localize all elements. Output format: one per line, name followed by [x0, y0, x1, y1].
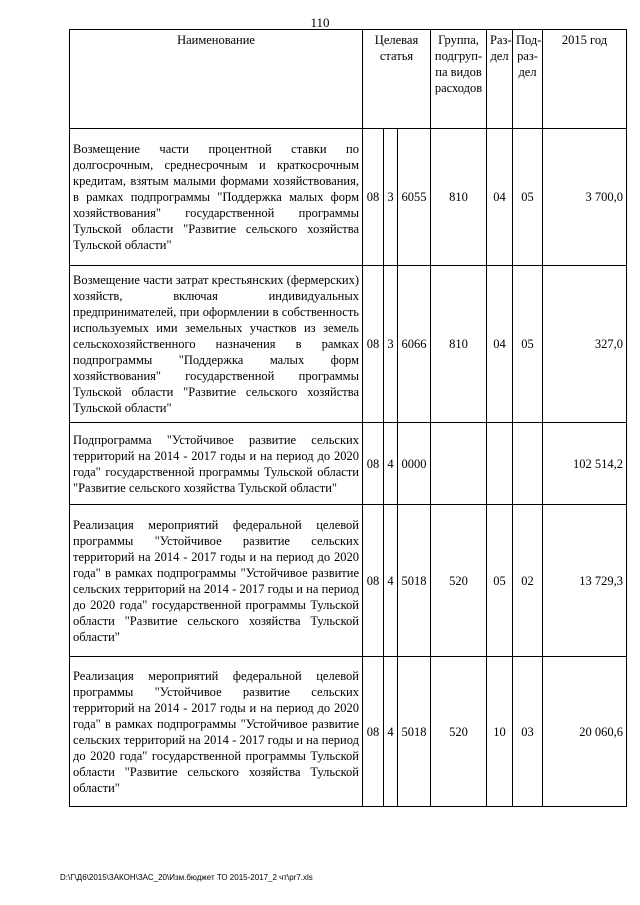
row-section: 10	[487, 657, 513, 807]
header-section-line: дел	[490, 49, 509, 63]
row-group	[431, 423, 487, 505]
row-code1: 08	[363, 657, 384, 807]
row-code1: 08	[363, 423, 384, 505]
row-code1: 08	[363, 505, 384, 657]
header-group-line: па видов	[435, 65, 482, 79]
row-amount: 13 729,3	[543, 505, 627, 657]
header-target-article	[363, 30, 431, 129]
header-group-line: подгруп-	[434, 49, 483, 63]
budget-table	[69, 29, 627, 807]
row-subsection: 03	[513, 657, 543, 807]
header-subsection-line: дел	[518, 65, 537, 79]
header-group	[431, 30, 487, 129]
row-name: Подпрограмма "Устойчивое развитие сельских территорий на 2014 - 2017 годы и на период до 2020 года" государственной программы Тульской области "Развитие сельского хозяйства Тульской области"	[70, 423, 363, 505]
table-row	[70, 129, 627, 266]
row-subsection: 02	[513, 505, 543, 657]
row-name: Возмещение части затрат крестьянских (фермерских) хозяйств, включая индивидуальных предпринимателей, при оформлении в собственность используемых ими земельных участков из земель сельскохозяйственного назначения в рамках подпрограммы "Поддержка малых форм хозяйствования" государственной программы Тульской области "Развитие сельского хозяйства Тульской области"	[70, 266, 363, 423]
row-subsection: 05	[513, 129, 543, 266]
header-section-line: Раз-	[490, 33, 512, 47]
row-code3: 5018	[398, 657, 431, 807]
row-code2: 3	[384, 266, 398, 423]
header-target-article-line2: статья	[379, 49, 414, 63]
row-name: Возмещение части процентной ставки по долгосрочным, среднесрочным и краткосрочным кредитам, взятым малыми формами хозяйствования, в рамках подпрограммы "Поддержка малых форм хозяйствования" государственной программы Тульской области "Развитие сельского хозяйства Тульской области"	[70, 129, 363, 266]
table-row	[70, 657, 627, 807]
header-target-article-line1: Целевая	[374, 33, 419, 47]
row-group: 520	[431, 505, 487, 657]
header-section	[487, 30, 513, 129]
row-code3: 5018	[398, 505, 431, 657]
row-group: 810	[431, 266, 487, 423]
header-row	[70, 30, 627, 129]
row-code2: 4	[384, 657, 398, 807]
row-section: 04	[487, 129, 513, 266]
header-group-line: Группа,	[438, 33, 479, 47]
table-row	[70, 266, 627, 423]
row-group: 810	[431, 129, 487, 266]
row-amount: 20 060,6	[543, 657, 627, 807]
row-code3: 6055	[398, 129, 431, 266]
header-subsection-line: Под-	[516, 33, 542, 47]
header-subsection	[513, 30, 543, 129]
file-path-footer: D:\Г\Д6\2015\ЗАКОН\ЗАС_20\Изм.бюджет ТО 2015-2017_2 чт\pr7.xls	[60, 873, 313, 882]
row-group: 520	[431, 657, 487, 807]
row-section	[487, 423, 513, 505]
table-row	[70, 505, 627, 657]
row-subsection: 05	[513, 266, 543, 423]
header-name: Наименование	[70, 30, 363, 129]
row-subsection	[513, 423, 543, 505]
header-year: 2015 год	[543, 30, 627, 129]
row-code1: 08	[363, 266, 384, 423]
row-code2: 3	[384, 129, 398, 266]
page-number: 110	[310, 15, 330, 30]
row-code2: 4	[384, 505, 398, 657]
header-subsection-line: раз-	[517, 49, 538, 63]
row-code3: 6066	[398, 266, 431, 423]
table-row	[70, 423, 627, 505]
row-amount: 102 514,2	[543, 423, 627, 505]
row-name: Реализация мероприятий федеральной целевой программы "Устойчивое развитие сельских территорий на 2014 - 2017 годы и на период до 2020 года" в рамках подпрограммы "Устойчивое развитие сельских территорий на 2014 - 2017 годы и на период до 2020 года" государственной программы Тульской области "Развитие сельского хозяйства Тульской области"	[70, 657, 363, 807]
row-code3: 0000	[398, 423, 431, 505]
row-amount: 327,0	[543, 266, 627, 423]
row-name: Реализация мероприятий федеральной целевой программы "Устойчивое развитие сельских территорий на 2014 - 2017 годы и на период до 2020 года" в рамках подпрограммы "Устойчивое развитие сельских территорий на 2014 - 2017 годы и на период до 2020 года" государственной программы Тульской области "Развитие сельского хозяйства Тульской области"	[70, 505, 363, 657]
row-section: 05	[487, 505, 513, 657]
header-group-line: расходов	[434, 81, 483, 95]
row-section: 04	[487, 266, 513, 423]
row-code2: 4	[384, 423, 398, 505]
row-code1: 08	[363, 129, 384, 266]
row-amount: 3 700,0	[543, 129, 627, 266]
